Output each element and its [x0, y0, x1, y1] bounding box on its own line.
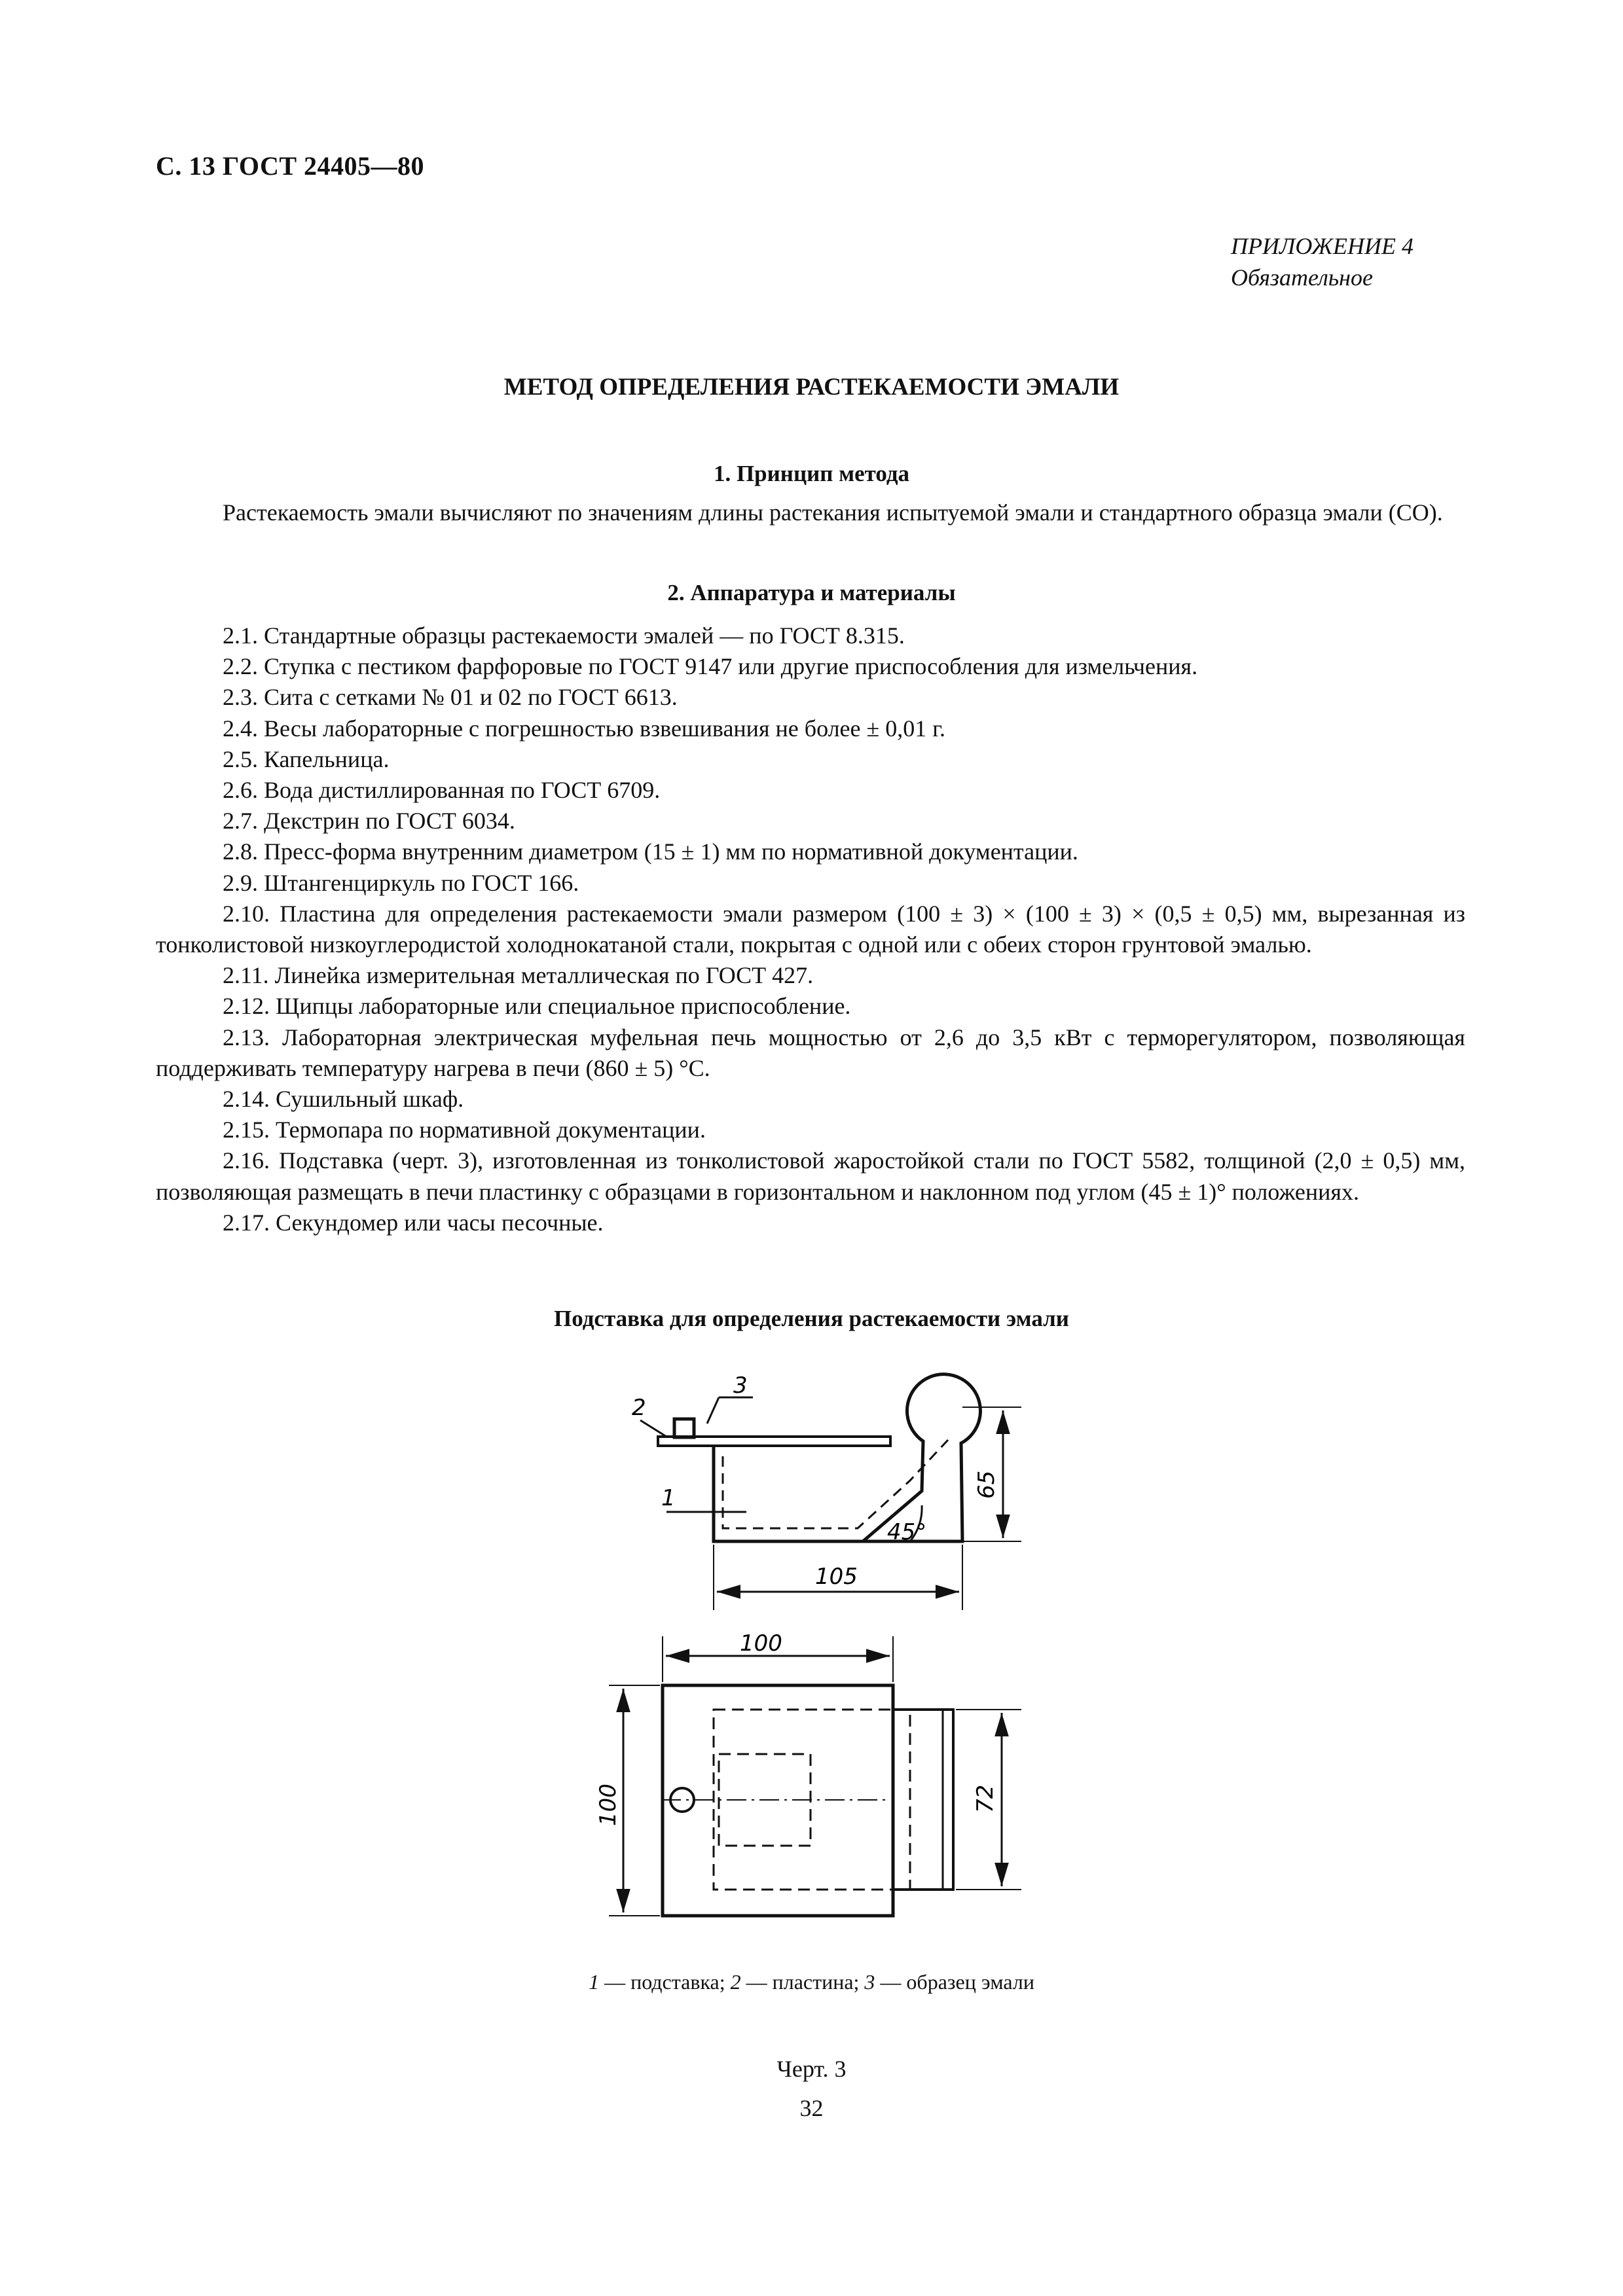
top-view [609, 1636, 1021, 1916]
section-2-heading: 2. Аппаратура и материалы [667, 580, 956, 605]
list-item: 2.4. Весы лабораторные с погрешностью взвешивания не более ± 0,01 г. [223, 715, 945, 742]
list-item: 2.17. Секундомер или часы песочные. [223, 1209, 604, 1236]
appendix-number: ПРИЛОЖЕНИЕ 4 [1231, 233, 1413, 259]
dim-105: 105 [815, 1564, 858, 1590]
legend-text-2: — пластина; [740, 1970, 865, 1994]
section-1-text: Растекаемость эмали вычисляют по значениям длины растекания испытуемой эмали и стандартного образца эмали (СО). [223, 499, 1443, 526]
list-item: 2.8. Пресс-форма внутренним диаметром (15 ± 1) мм по нормативной документации. [223, 838, 1078, 865]
document-title: МЕТОД ОПРЕДЕЛЕНИЯ РАСТЕКАЕМОСТИ ЭМАЛИ [503, 374, 1120, 401]
list-item: 2.6. Вода дистиллированная по ГОСТ 6709. [223, 777, 661, 804]
stand-shape [714, 1374, 980, 1541]
list-item: 2.7. Декстрин по ГОСТ 6034. [223, 808, 515, 834]
appendix-status: Обязательное [1231, 264, 1373, 291]
list-item: 2.14. Сушильный шкаф. [223, 1086, 464, 1113]
dim-72: 72 [972, 1784, 998, 1813]
list-item: 2.5. Капельница. [223, 745, 390, 772]
angle-label: 45° [887, 1519, 927, 1545]
list-item: 2.1. Стандартные образцы растекаемости эмалей — по ГОСТ 8.315. [223, 622, 905, 649]
list-item: 2.9. Штангенциркуль по ГОСТ 166. [223, 869, 579, 896]
figure-caption: Подставка для определения растекаемости эмали [554, 1306, 1069, 1331]
callout-3: 3 [733, 1372, 748, 1399]
legend-text-3: — образец эмали [875, 1970, 1034, 1994]
page-header: С. 13 ГОСТ 24405—80 [156, 151, 425, 181]
list-item: 2.16. Подставка (черт. 3), изготовленная из тонколистовой жаростойкой стали по ГОСТ 5582, толщиной (2,0 ± 0,5) мм, позволяющая размещать в печи пластинку с образцами в горизонтальном и наклонном под углом (45 ± 1)° положениях. [156, 1147, 1465, 1205]
list-item: 2.10. Пластина для определения растекаемости эмали размером (100 ± 3) × (100 ± 3) × (0,5 ± 0,5) мм, вырезанная из тонколистовой низкоуглеродистой холоднокатаной стали, покрытая с одной или с обеих сторон грунтовой эмалью. [156, 900, 1465, 958]
figure-legend [0, 1970, 1623, 1994]
sample-shape [674, 1419, 694, 1437]
callout-1: 1 [661, 1485, 676, 1511]
dim-100-height: 100 [595, 1784, 621, 1826]
list-item: 2.12. Щипцы лабораторные или специальное приспособление. [223, 993, 851, 1020]
dim-65: 65 [974, 1470, 1000, 1499]
legend-text-1: — подставка; [599, 1970, 731, 1994]
list-item: 2.11. Линейка измерительная металлическая по ГОСТ 427. [223, 962, 814, 989]
legend-num-1: 1 [589, 1970, 600, 1994]
callout-2: 2 [632, 1395, 646, 1421]
list-item: 2.15. Термопара по нормативной документации. [223, 1117, 706, 1143]
section-1-heading: 1. Принцип метода [713, 461, 910, 486]
list-item: 2.3. Сита с сетками № 01 и 02 по ГОСТ 6613. [223, 684, 678, 711]
legend-num-3: 3 [864, 1970, 875, 1994]
figure-label: Черт. 3 [776, 2056, 847, 2082]
legend-num-2: 2 [730, 1970, 741, 1994]
dim-100-width: 100 [740, 1630, 782, 1657]
list-item: 2.13. Лабораторная электрическая муфельная печь мощностью от 2,6 до 3,5 кВт с терморегулятором, позволяющая поддерживать температуру нагрева в печи (860 ± 5) °С. [156, 1024, 1465, 1081]
page-number: 32 [799, 2095, 824, 2121]
list-item: 2.2. Ступка с пестиком фарфоровые по ГОСТ 9147 или другие приспособления для измельчения. [223, 653, 1198, 680]
